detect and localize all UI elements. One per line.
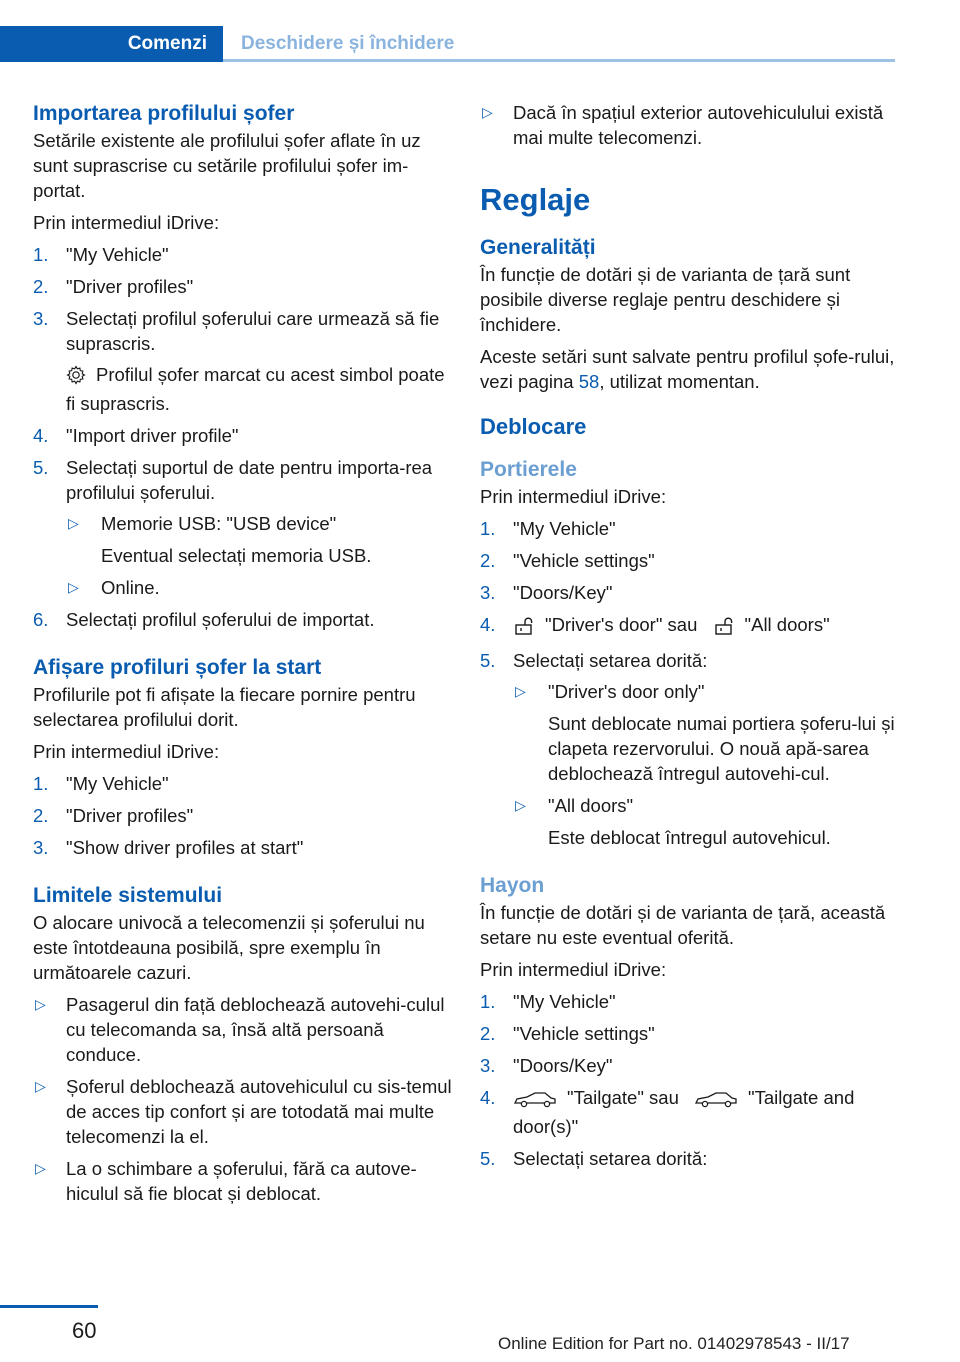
step-text: "My Vehicle"	[513, 518, 616, 539]
step-text: Selectați setarea dorită:	[513, 1148, 708, 1169]
step-number: 5.	[480, 650, 496, 671]
list-item	[480, 1053, 900, 1078]
bullet-item	[33, 992, 453, 1067]
step-text: "Tailgate" sau	[567, 1087, 679, 1108]
step-text: "My Vehicle"	[66, 773, 169, 794]
sub-item-text: Online.	[101, 577, 160, 598]
car-tailgate-icon	[513, 1089, 557, 1114]
step-text: Selectați setarea dorită:	[513, 650, 708, 671]
bullet-text: La o schimbare a șoferului, fără ca autove‐hiculul să fie blocat și deblocat.	[66, 1158, 417, 1204]
sub-item-text: Memorie USB: "USB device"	[101, 513, 337, 534]
bullet-item	[33, 1156, 453, 1206]
triangle-bullet-icon: ▷	[68, 515, 79, 531]
list-item	[33, 607, 453, 632]
step-number: 6.	[33, 609, 49, 630]
list-item	[480, 1146, 900, 1171]
step-text: Selectați suportul de date pentru importa‐rea profilului șoferului.	[66, 457, 433, 503]
step-text: "Tailgate and door(s)"	[513, 1087, 855, 1137]
tab-deschidere-inchidere[interactable]: Deschidere și închidere	[241, 33, 455, 54]
paragraph: În funcție de dotări și de varianta de țară, această setare nu este eventual oferită.	[480, 902, 886, 948]
step-number: 3.	[33, 837, 49, 858]
triangle-bullet-icon: ▷	[35, 1078, 46, 1094]
paragraph: În funcție de dotări și de varianta de țară sunt posibile diverse reglaje pentru deschidere și închidere.	[480, 264, 851, 335]
step-number: 3.	[33, 308, 49, 329]
triangle-bullet-icon: ▷	[515, 797, 526, 813]
sub-list-item	[513, 793, 900, 818]
step-text: "All doors"	[744, 614, 830, 635]
step-text: "My Vehicle"	[513, 991, 616, 1012]
bullet-list	[33, 992, 453, 1206]
list-item	[480, 989, 900, 1014]
sub-note: Eventual selectați memoria USB.	[101, 545, 372, 566]
bullet-text: Pasagerul din față deblochează autovehi‐culul cu telecomanda sa, însă altă persoană conduce.	[66, 994, 445, 1065]
page-reference-link[interactable]: 58	[578, 371, 600, 392]
paragraph-text: Aceste setări sunt salvate pentru profilul șofe‐rului, vezi pagina	[480, 346, 895, 392]
step-number: 2.	[480, 1023, 496, 1044]
right-column	[480, 100, 900, 1178]
steps-list	[480, 516, 900, 850]
paragraph: O alocare univocă a telecomenzii și șoferului nu este întotdeauna posibilă, spre exemplu în următoarele cazuri.	[33, 912, 425, 983]
list-item	[33, 306, 453, 416]
steps-list	[480, 989, 900, 1171]
list-item	[480, 548, 900, 573]
step-number: 4.	[480, 614, 496, 635]
step-text: "Vehicle settings"	[513, 1023, 655, 1044]
list-item	[33, 771, 453, 796]
step-text: "My Vehicle"	[66, 244, 169, 265]
car-tailgate-icon	[694, 1089, 738, 1114]
bullet-item	[480, 100, 900, 150]
sub-list-item	[66, 511, 453, 536]
section-title-general: Generalități	[480, 236, 596, 259]
left-column	[33, 100, 453, 1213]
step-number: 1.	[33, 244, 49, 265]
tab-divider	[223, 59, 895, 62]
sub-item-text: "Driver's door only"	[548, 681, 705, 702]
paragraph: Prin intermediul iDrive:	[33, 741, 220, 762]
triangle-bullet-icon: ▷	[68, 579, 79, 595]
list-item	[33, 455, 453, 600]
list-item	[480, 612, 900, 641]
paragraph: Prin intermediul iDrive:	[33, 212, 220, 233]
sub-list-item	[513, 679, 900, 704]
subsection-title-portiere: Portierele	[480, 458, 577, 481]
list-item	[480, 1021, 900, 1046]
section-title-deblocare: Deblocare	[480, 414, 587, 439]
steps-list	[33, 771, 453, 860]
section-title-show-profiles: Afișare profiluri șofer la start	[33, 656, 322, 679]
triangle-bullet-icon: ▷	[35, 1160, 46, 1176]
list-item	[480, 580, 900, 605]
step-text: "Vehicle settings"	[513, 550, 655, 571]
sub-list	[66, 511, 453, 600]
list-item	[33, 242, 453, 267]
section-title-system-limits: Limitele sistemului	[33, 884, 223, 907]
note	[66, 362, 453, 416]
door-unlock-icon	[713, 616, 735, 641]
paragraph-text: , utilizat momentan.	[599, 371, 760, 392]
list-item	[480, 516, 900, 541]
step-number: 5.	[33, 457, 49, 478]
triangle-bullet-icon: ▷	[482, 104, 493, 120]
step-text: "Doors/Key"	[513, 1055, 613, 1076]
note-text: Profilul șofer marcat cu acest simbol poate fi suprascris.	[66, 364, 445, 414]
paragraph: Prin intermediul iDrive:	[480, 486, 667, 507]
bullet-text: Șoferul deblochează autovehiculul cu sis‐temul de acces tip confort și are totodată mai multe telecomenzi la el.	[66, 1076, 452, 1147]
edition-footer: Online Edition for Part no. 01402978543 - II/17	[498, 1334, 850, 1353]
list-item	[33, 835, 453, 860]
footer-rule	[0, 1305, 98, 1308]
step-text: Selectați profilul șoferului care urmează să fie suprascris.	[66, 308, 440, 354]
list-item	[33, 274, 453, 299]
sub-item-text: "All doors"	[548, 795, 634, 816]
step-number: 4.	[480, 1087, 496, 1108]
chapter-tab-bar	[0, 0, 895, 62]
section-title-import-profile: Importarea profilului șofer	[33, 102, 295, 125]
step-text: "Driver profiles"	[66, 805, 194, 826]
list-item	[480, 648, 900, 850]
subsection-title-hayon: Hayon	[480, 874, 545, 897]
step-text: "Driver's door" sau	[545, 614, 698, 635]
step-number: 5.	[480, 1148, 496, 1169]
list-item	[480, 1085, 900, 1139]
paragraph: Prin intermediul iDrive:	[480, 959, 667, 980]
door-unlock-icon	[513, 616, 535, 641]
step-number: 2.	[33, 276, 49, 297]
sub-list-item	[66, 575, 453, 600]
sub-note: Este deblocat întregul autovehicul.	[548, 827, 831, 848]
gear-icon	[66, 365, 86, 391]
step-text: "Doors/Key"	[513, 582, 613, 603]
triangle-bullet-icon: ▷	[35, 996, 46, 1012]
sub-note: Sunt deblocate numai portiera șoferu‐lui și clapeta rezervorului. O nouă apă‐sarea deblochează întregul autovehi‐cul.	[548, 713, 895, 784]
list-item	[33, 423, 453, 448]
bullet-text: Dacă în spațiul exterior autovehiculului există mai multe telecomenzi.	[513, 102, 884, 148]
step-number: 2.	[480, 550, 496, 571]
step-number: 3.	[480, 1055, 496, 1076]
step-text: Selectați profilul șoferului de importat.	[66, 609, 375, 630]
tab-comenzi[interactable]: Comenzi	[0, 26, 223, 62]
page-number: 60	[72, 1318, 97, 1343]
step-number: 2.	[33, 805, 49, 826]
sub-list	[513, 679, 900, 850]
steps-list	[33, 242, 453, 632]
step-text: "Import driver profile"	[66, 425, 239, 446]
list-item	[33, 803, 453, 828]
paragraph	[480, 344, 900, 394]
bullet-item	[33, 1074, 453, 1149]
step-text: "Show driver profiles at start"	[66, 837, 304, 858]
bullet-list	[480, 100, 900, 150]
paragraph: Setările existente ale profilului șofer aflate în uz sunt suprascrise cu setările profilului șofer im‐portat.	[33, 130, 421, 201]
step-number: 1.	[33, 773, 49, 794]
step-text: "Driver profiles"	[66, 276, 194, 297]
step-number: 1.	[480, 518, 496, 539]
chapter-heading-reglaje: Reglaje	[480, 182, 591, 217]
triangle-bullet-icon: ▷	[515, 683, 526, 699]
step-number: 4.	[33, 425, 49, 446]
step-number: 3.	[480, 582, 496, 603]
step-number: 1.	[480, 991, 496, 1012]
paragraph: Profilurile pot fi afișate la fiecare pornire pentru selectarea profilului dorit.	[33, 684, 416, 730]
